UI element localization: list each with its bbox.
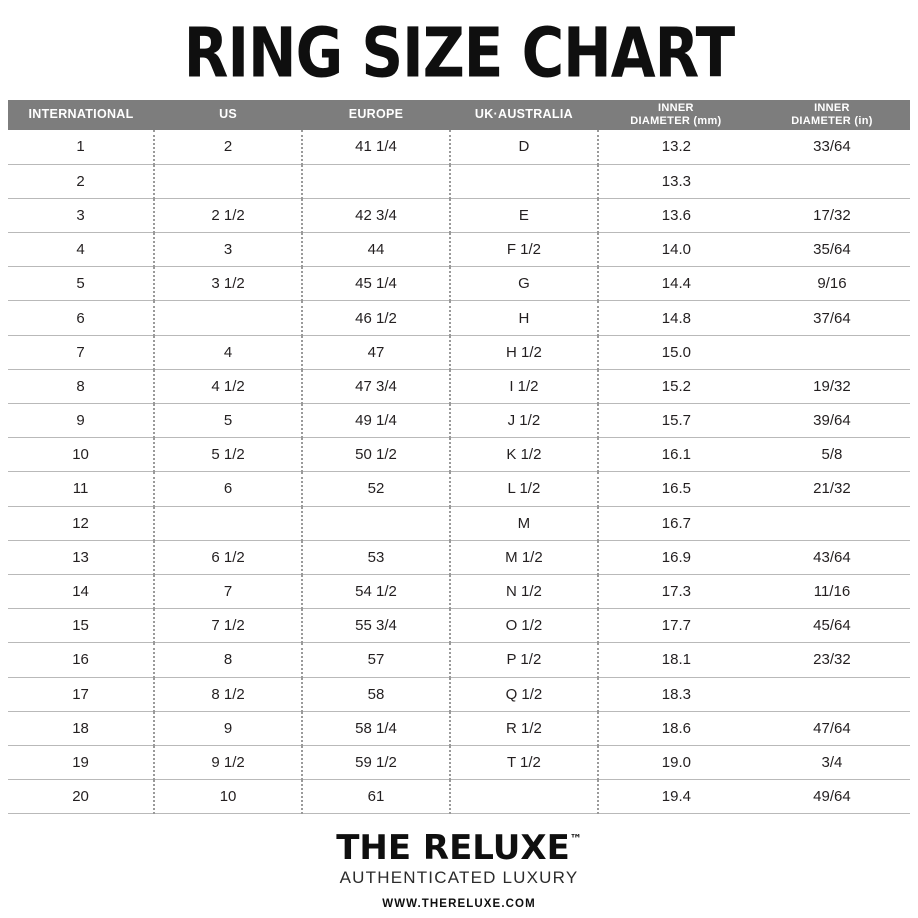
table-cell: 15.2 xyxy=(598,369,754,403)
table-cell: 42 3/4 xyxy=(302,198,450,232)
table-cell: 11 xyxy=(8,472,154,506)
table-cell: 16.9 xyxy=(598,540,754,574)
table-cell: 18 xyxy=(8,711,154,745)
table-cell: 17 xyxy=(8,677,154,711)
table-cell xyxy=(754,164,910,198)
table-cell: 14.0 xyxy=(598,233,754,267)
table-cell: 20 xyxy=(8,780,154,814)
table-cell: 14.8 xyxy=(598,301,754,335)
table-cell: L 1/2 xyxy=(450,472,598,506)
table-cell: H 1/2 xyxy=(450,335,598,369)
table-cell: 17.7 xyxy=(598,609,754,643)
table-cell: 3 xyxy=(8,198,154,232)
table-cell: 5 xyxy=(8,267,154,301)
table-cell: 6 xyxy=(154,472,302,506)
table-cell: 13.6 xyxy=(598,198,754,232)
table-cell: 19.4 xyxy=(598,780,754,814)
table-cell: 49/64 xyxy=(754,780,910,814)
table-cell: 19.0 xyxy=(598,745,754,779)
brand-text: THE RELUXE xyxy=(336,828,570,869)
table-row xyxy=(8,745,910,779)
table-row xyxy=(8,233,910,267)
table-cell: O 1/2 xyxy=(450,609,598,643)
table-cell xyxy=(754,677,910,711)
table-cell: 33/64 xyxy=(754,130,910,164)
table-cell: 18.6 xyxy=(598,711,754,745)
table-cell: 12 xyxy=(8,506,154,540)
footer xyxy=(8,828,910,918)
table-cell: 13 xyxy=(8,540,154,574)
table-cell: 58 xyxy=(302,677,450,711)
table-cell: 5/8 xyxy=(754,438,910,472)
table-body xyxy=(8,130,910,814)
table-cell: 45/64 xyxy=(754,609,910,643)
table-cell: 39/64 xyxy=(754,404,910,438)
table-cell xyxy=(754,335,910,369)
table-cell: 47/64 xyxy=(754,711,910,745)
table-cell: I 1/2 xyxy=(450,369,598,403)
table-row xyxy=(8,369,910,403)
table-cell: P 1/2 xyxy=(450,643,598,677)
table-cell: K 1/2 xyxy=(450,438,598,472)
table-cell: 19 xyxy=(8,745,154,779)
table-cell: 3 1/2 xyxy=(154,267,302,301)
table-cell: 9/16 xyxy=(754,267,910,301)
table-cell: 10 xyxy=(154,780,302,814)
page-title: RING SIZE CHART xyxy=(183,12,735,94)
table-cell: 9 xyxy=(154,711,302,745)
table-cell: 19/32 xyxy=(754,369,910,403)
table-row xyxy=(8,506,910,540)
table-cell: 5 xyxy=(154,404,302,438)
table-cell xyxy=(302,164,450,198)
table-cell: 6 1/2 xyxy=(154,540,302,574)
table-cell: 2 xyxy=(8,164,154,198)
table-cell: 6 xyxy=(8,301,154,335)
table-header-row xyxy=(8,100,910,130)
table-cell: 54 1/2 xyxy=(302,574,450,608)
table-row xyxy=(8,335,910,369)
column-header-europe: EUROPE xyxy=(302,100,450,130)
website-url: WWW.THERELUXE.COM xyxy=(382,898,536,910)
table-cell: 18.3 xyxy=(598,677,754,711)
table-cell: 15.7 xyxy=(598,404,754,438)
table-cell: 21/32 xyxy=(754,472,910,506)
table-cell: 53 xyxy=(302,540,450,574)
table-cell xyxy=(154,506,302,540)
table-cell: 4 xyxy=(8,233,154,267)
table-header xyxy=(8,100,910,130)
column-header-uk-australia: UK·AUSTRALIA xyxy=(450,100,598,130)
table-cell xyxy=(450,164,598,198)
table-cell: 9 1/2 xyxy=(154,745,302,779)
table-cell: 14.4 xyxy=(598,267,754,301)
table-cell: M xyxy=(450,506,598,540)
table-cell: 13.2 xyxy=(598,130,754,164)
table-cell: 35/64 xyxy=(754,233,910,267)
table-cell: 16 xyxy=(8,643,154,677)
table-cell: 14 xyxy=(8,574,154,608)
table-cell: J 1/2 xyxy=(450,404,598,438)
table-cell: 23/32 xyxy=(754,643,910,677)
column-header-inner-diameter-mm: INNER DIAMETER (mm) xyxy=(598,100,754,130)
brand-name xyxy=(336,828,582,869)
table-cell: 43/64 xyxy=(754,540,910,574)
table-cell: 10 xyxy=(8,438,154,472)
table-row xyxy=(8,164,910,198)
table-cell xyxy=(154,301,302,335)
table-cell: 3 xyxy=(154,233,302,267)
table-row xyxy=(8,711,910,745)
table-cell: E xyxy=(450,198,598,232)
table-cell: 4 1/2 xyxy=(154,369,302,403)
column-header-us: US xyxy=(154,100,302,130)
table-cell: 7 xyxy=(154,574,302,608)
table-cell: 55 3/4 xyxy=(302,609,450,643)
table-row xyxy=(8,198,910,232)
table-row xyxy=(8,609,910,643)
column-header-international: INTERNATIONAL xyxy=(8,100,154,130)
table-row xyxy=(8,780,910,814)
table-cell: 1 xyxy=(8,130,154,164)
table-cell: 41 1/4 xyxy=(302,130,450,164)
table-cell xyxy=(302,506,450,540)
table-cell: 15.0 xyxy=(598,335,754,369)
column-header-inner-diameter-in: INNER DIAMETER (in) xyxy=(754,100,910,130)
table-cell: N 1/2 xyxy=(450,574,598,608)
table-cell: 17.3 xyxy=(598,574,754,608)
table-cell: 13.3 xyxy=(598,164,754,198)
table-cell: M 1/2 xyxy=(450,540,598,574)
brand-tagline: AUTHENTICATED LUXURY xyxy=(339,868,579,887)
table-cell: 7 xyxy=(8,335,154,369)
table-cell: 37/64 xyxy=(754,301,910,335)
table-cell: 4 xyxy=(154,335,302,369)
table-row xyxy=(8,130,910,164)
table-row xyxy=(8,267,910,301)
table-row xyxy=(8,404,910,438)
table-cell: 2 xyxy=(154,130,302,164)
table-cell: F 1/2 xyxy=(450,233,598,267)
table-cell: 45 1/4 xyxy=(302,267,450,301)
ring-size-table xyxy=(8,100,910,814)
table-row xyxy=(8,301,910,335)
table-cell: 46 1/2 xyxy=(302,301,450,335)
table-row xyxy=(8,472,910,506)
table-cell: 11/16 xyxy=(754,574,910,608)
table-cell: 7 1/2 xyxy=(154,609,302,643)
table-cell: 8 1/2 xyxy=(154,677,302,711)
table-cell: 50 1/2 xyxy=(302,438,450,472)
table-cell: 3/4 xyxy=(754,745,910,779)
table-cell: T 1/2 xyxy=(450,745,598,779)
table-cell: D xyxy=(450,130,598,164)
table-cell: 58 1/4 xyxy=(302,711,450,745)
table-cell: 16.1 xyxy=(598,438,754,472)
table-cell: 47 xyxy=(302,335,450,369)
table-cell: 57 xyxy=(302,643,450,677)
table-row xyxy=(8,677,910,711)
table-cell: 9 xyxy=(8,404,154,438)
table-cell: 52 xyxy=(302,472,450,506)
table-cell: 15 xyxy=(8,609,154,643)
table-cell: 5 1/2 xyxy=(154,438,302,472)
table-cell xyxy=(450,780,598,814)
table-cell: 16.5 xyxy=(598,472,754,506)
table-cell xyxy=(754,506,910,540)
table-row xyxy=(8,643,910,677)
table-cell: 2 1/2 xyxy=(154,198,302,232)
table-cell: 17/32 xyxy=(754,198,910,232)
table-cell xyxy=(154,164,302,198)
table-cell: 16.7 xyxy=(598,506,754,540)
trademark-symbol: ™ xyxy=(569,832,582,847)
table-cell: R 1/2 xyxy=(450,711,598,745)
table-cell: 18.1 xyxy=(598,643,754,677)
table-cell: 59 1/2 xyxy=(302,745,450,779)
table-cell: 49 1/4 xyxy=(302,404,450,438)
table-row xyxy=(8,540,910,574)
table-cell: 61 xyxy=(302,780,450,814)
table-cell: Q 1/2 xyxy=(450,677,598,711)
table-cell: G xyxy=(450,267,598,301)
table-row xyxy=(8,574,910,608)
table-cell: 47 3/4 xyxy=(302,369,450,403)
table-cell: 8 xyxy=(154,643,302,677)
table-cell: 8 xyxy=(8,369,154,403)
table-row xyxy=(8,438,910,472)
table-cell: 44 xyxy=(302,233,450,267)
table-cell: H xyxy=(450,301,598,335)
